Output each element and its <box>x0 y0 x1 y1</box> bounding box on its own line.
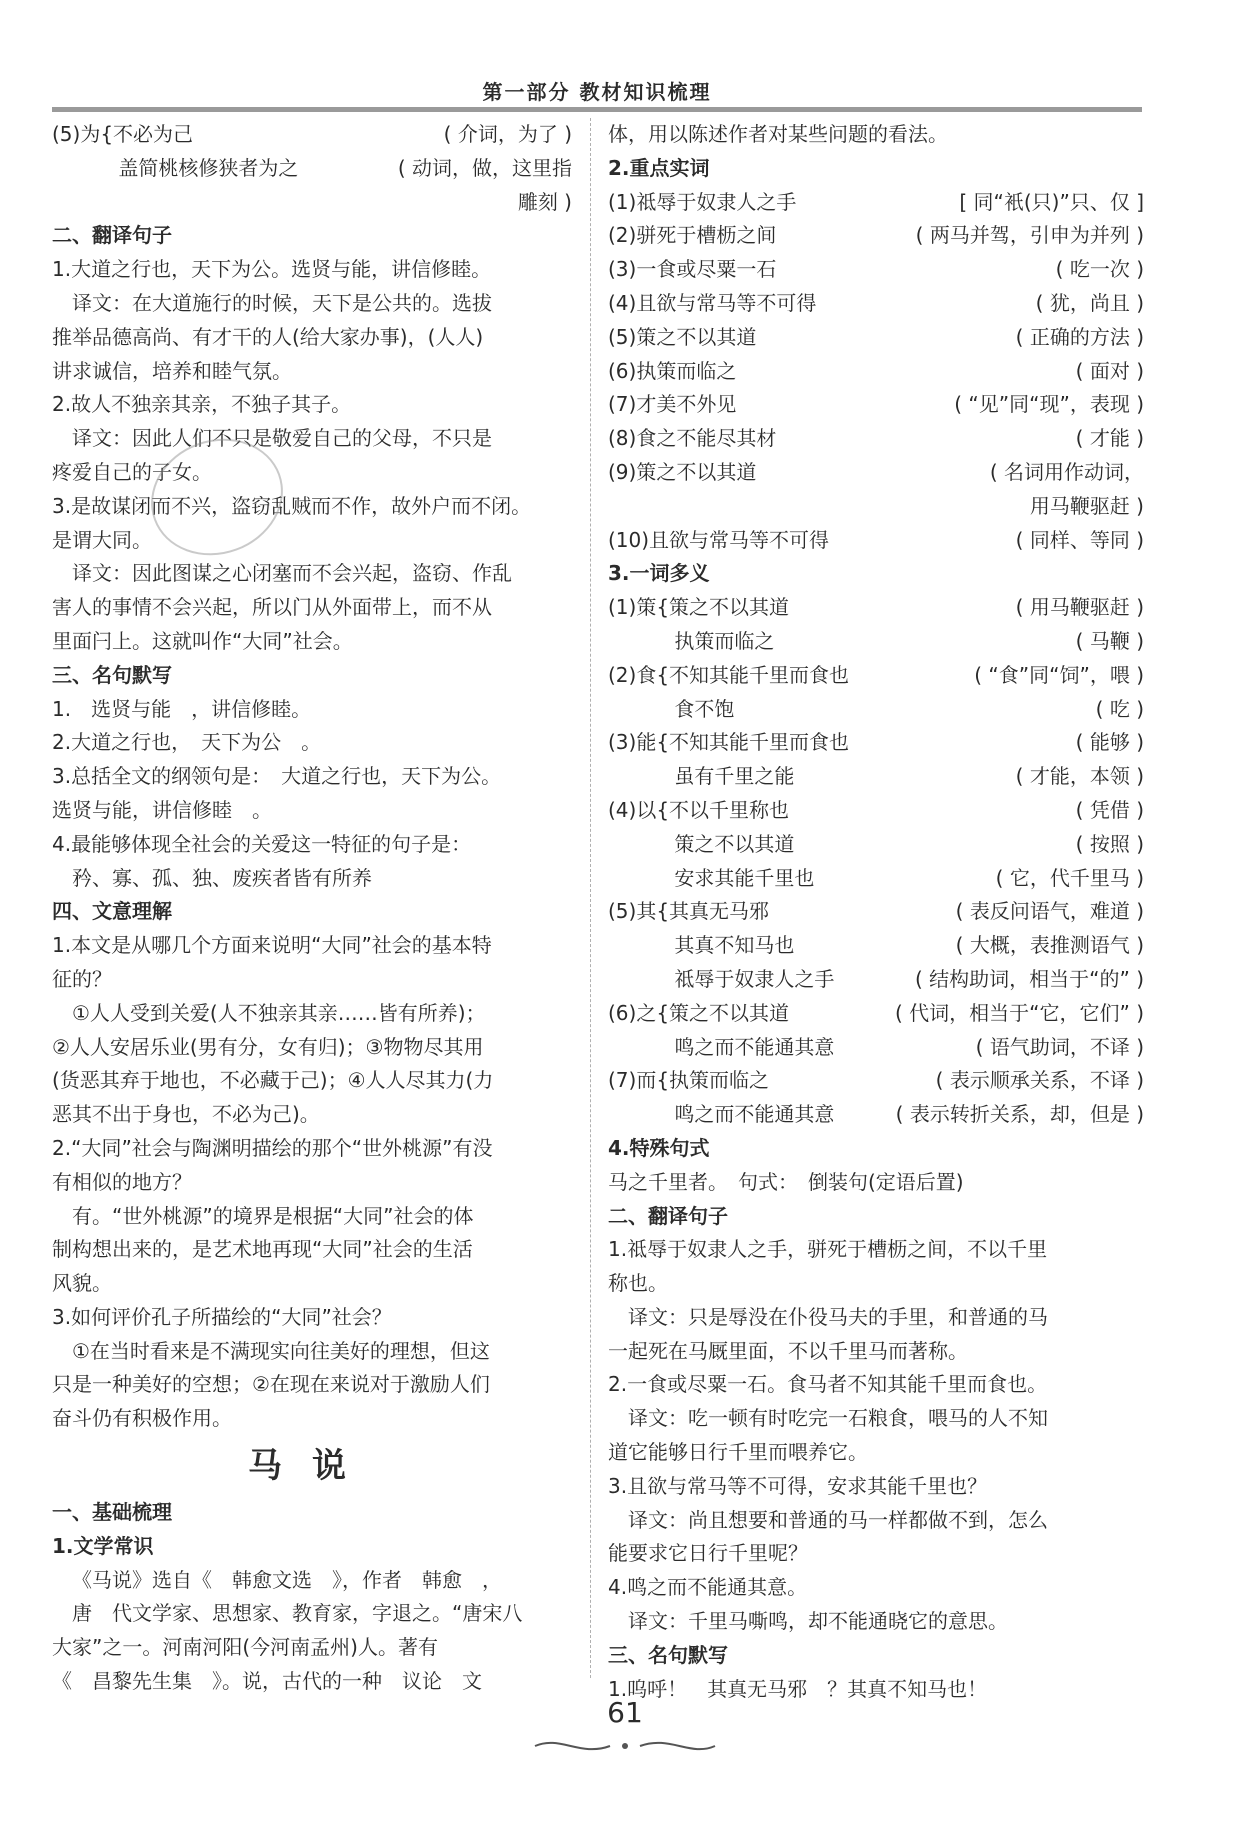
line-text: (2)食{不知其能千里而食也 <box>608 662 850 687</box>
line-text: 疼爱自己的子女。 <box>52 459 212 484</box>
line-text: 矜、寡、孤、独、废疾者皆有所养 <box>72 865 372 890</box>
line-text: (3)能{不知其能千里而食也 <box>608 730 850 755</box>
text-line <box>52 524 572 558</box>
line-text: 2.故人不独亲其亲，不独子其子。 <box>52 392 352 417</box>
line-text: 大家”之一。河南河阳(今河南孟州)人。著有 <box>52 1635 438 1660</box>
text-line <box>52 591 572 625</box>
left-column <box>52 118 572 1699</box>
text-line <box>608 490 1144 524</box>
column-divider <box>590 118 591 1678</box>
section-heading <box>608 1132 1144 1166</box>
line-text: 4.鸣之而不能通其意。 <box>608 1575 808 1600</box>
text-line <box>52 1064 572 1098</box>
answer-note: ( 大概，表推测语气 ) <box>955 933 1144 958</box>
line-text: 1. 选贤与能 ，讲信修睦。 <box>52 696 312 721</box>
answer-note: ( 才能，本领 ) <box>1015 764 1144 789</box>
answer-note: ( 介词，为了 ) <box>443 122 572 146</box>
line-text: 有。“世外桃源”的境界是根据“大同”社会的体 <box>72 1203 474 1228</box>
text-line <box>608 895 1144 929</box>
line-text: ①人人受到关爱(人不独亲其亲……皆有所养)； <box>72 1000 486 1025</box>
section-heading <box>52 1530 572 1564</box>
line-text: 译文：只是辱没在仆役马夫的手里，和普通的马 <box>628 1304 1048 1329</box>
text-line <box>52 388 572 422</box>
text-line <box>52 490 572 524</box>
line-text: 三、名句默写 <box>52 662 172 687</box>
line-text: 译文：在大道施行的时候，天下是公共的。选拔 <box>72 290 492 315</box>
line-text: 3.一词多义 <box>608 561 710 586</box>
line-text: 称也。 <box>608 1271 668 1296</box>
text-line <box>52 828 572 862</box>
text-line <box>52 1031 572 1065</box>
text-line <box>608 862 1144 896</box>
line-text: 只是一种美好的空想；②在现在来说对于激励人们 <box>52 1372 490 1397</box>
answer-note: ( 凭借 ) <box>1075 797 1144 822</box>
section-heading <box>608 1639 1144 1673</box>
line-text: 唐 代文学家、思想家、教育家，字退之。“唐宋八 <box>52 1601 523 1626</box>
line-text: 征的？ <box>52 966 112 991</box>
text-line <box>608 186 1144 220</box>
text-line <box>52 1631 572 1665</box>
answer-note: ( 同样、等同 ) <box>1015 527 1144 552</box>
text-line <box>608 693 1144 727</box>
line-text: (4)以{不以千里称也 <box>608 797 790 822</box>
line-text: 食不饱 <box>608 696 735 721</box>
answer-note: ( 表示转折关系，却，但是 ) <box>895 1102 1144 1127</box>
text-line <box>608 253 1144 287</box>
line-text: 译文：千里马嘶鸣，却不能通晓它的意思。 <box>628 1609 1008 1634</box>
text-line <box>608 963 1144 997</box>
line-text: 执策而临之 <box>608 628 775 653</box>
line-text: (5)策之不以其道 <box>608 324 757 349</box>
text-line <box>608 1571 1144 1605</box>
text-line <box>608 625 1144 659</box>
section-heading <box>608 557 1144 591</box>
line-text: 害人的事情不会兴起，所以门从外面带上，而不从 <box>52 595 492 620</box>
line-text: ②人人安居乐业(男有分，女有归)；③物物尽其用 <box>52 1034 484 1059</box>
text-line <box>52 1098 572 1132</box>
text-line <box>52 287 572 321</box>
line-text: (2)骈死于槽枥之间 <box>608 223 777 248</box>
text-line <box>52 1233 572 1267</box>
line-text: 安求其能千里也 <box>608 865 815 890</box>
line-text: 里面闩上。这就叫作“大同”社会。 <box>52 628 353 653</box>
line-text: 其真不知马也 <box>608 933 795 958</box>
line-text: 2.重点实词 <box>608 155 710 180</box>
line-text: 制构想出来的，是艺术地再现“大同”社会的生活 <box>52 1237 473 1262</box>
line-text: 《马说》选自《 韩愈文选 》，作者 韩愈 ， <box>72 1567 502 1592</box>
line-text: 有相似的地方？ <box>52 1169 192 1194</box>
line-text: 1.呜呼！ 其真无马邪 ？其真不知马也！ <box>608 1676 988 1701</box>
line-text: (货恶其弃于地也，不必藏于己)；④人人尽其力(力 <box>52 1068 494 1093</box>
answer-note: ( 吃一次 ) <box>1055 257 1144 282</box>
line-text: 马之千里者。 句式： 倒装句(定语后置) <box>608 1169 964 1194</box>
line-text: 二、翻译句子 <box>52 223 172 248</box>
text-line <box>52 1132 572 1166</box>
text-line <box>52 1564 572 1598</box>
line-text: 4.最能够体现全社会的关爱这一特征的句子是： <box>52 831 472 856</box>
text-line <box>52 186 572 220</box>
line-text: (5)为{不必为己 <box>52 122 194 146</box>
text-line <box>52 760 572 794</box>
text-line <box>608 1436 1144 1470</box>
text-line <box>608 1504 1144 1538</box>
text-line <box>608 1537 1144 1571</box>
text-line <box>608 828 1144 862</box>
line-text: 4.特殊句式 <box>608 1135 710 1160</box>
section-heading <box>52 895 572 929</box>
line-text: (10)且欲与常马等不可得 <box>608 527 830 552</box>
section-heading <box>52 219 572 253</box>
text-line <box>608 1301 1144 1335</box>
text-line <box>52 1267 572 1301</box>
line-text: 策之不以其道 <box>608 831 795 856</box>
line-text: 虽有千里之能 <box>608 764 795 789</box>
line-text: 二、翻译句子 <box>608 1203 728 1228</box>
text-line <box>52 1665 572 1699</box>
answer-note: ( 用马鞭驱赶 ) <box>1015 595 1144 620</box>
text-line <box>52 456 572 490</box>
text-line <box>52 118 572 152</box>
line-text: 道它能够日行千里而喂养它。 <box>608 1440 868 1465</box>
text-line <box>608 760 1144 794</box>
answer-note: ( 犹，尚且 ) <box>1035 290 1144 315</box>
line-text: 奋斗仍有积极作用。 <box>52 1406 232 1431</box>
text-line <box>608 794 1144 828</box>
section-heading <box>608 1200 1144 1234</box>
line-text: (7)而{执策而临之 <box>608 1068 770 1093</box>
line-text: 选贤与能，讲信修睦 。 <box>52 797 272 822</box>
line-text: (8)食之不能尽其材 <box>608 426 777 451</box>
text-line <box>608 422 1144 456</box>
text-line <box>52 355 572 389</box>
answer-note: ( 表示顺承关系，不译 ) <box>935 1068 1144 1093</box>
line-text: 恶其不出于身也，不必为己)。 <box>52 1102 320 1127</box>
line-text: 一、基础梳理 <box>52 1500 172 1525</box>
answer-note: 用马鞭驱赶 ) <box>1029 493 1144 518</box>
text-line <box>608 1368 1144 1402</box>
text-line <box>52 1301 572 1335</box>
text-line <box>52 1166 572 1200</box>
answer-note: ( 才能 ) <box>1075 426 1144 451</box>
section-heading <box>52 1496 572 1530</box>
text-line <box>608 456 1144 490</box>
header-title: 第一部分 教材知识梳理 <box>482 80 712 104</box>
text-line <box>608 1402 1144 1436</box>
text-line <box>608 355 1144 389</box>
text-line <box>52 1200 572 1234</box>
answer-note: 雕刻 ) <box>517 189 572 214</box>
text-line <box>608 1064 1144 1098</box>
text-line <box>52 997 572 1031</box>
text-line <box>608 219 1144 253</box>
line-text: 1.文学常识 <box>52 1533 154 1558</box>
text-line <box>52 929 572 963</box>
text-line <box>52 1335 572 1369</box>
line-text: 风貌。 <box>52 1271 112 1296</box>
text-line <box>52 963 572 997</box>
text-line <box>52 1368 572 1402</box>
line-text: 1.大道之行也，天下为公。选贤与能，讲信修睦。 <box>52 257 492 282</box>
text-line <box>608 321 1144 355</box>
answer-note: ( “食”同“饲”，喂 ) <box>974 662 1144 687</box>
line-text: 四、文意理解 <box>52 899 172 924</box>
line-text: (3)一食或尽粟一石 <box>608 257 777 282</box>
line-text: 鸣之而不能通其意 <box>608 1034 835 1059</box>
answer-note: ( 按照 ) <box>1075 831 1144 856</box>
text-line <box>52 862 572 896</box>
text-line <box>52 726 572 760</box>
text-line <box>52 1597 572 1631</box>
text-line <box>52 152 572 186</box>
text-line <box>52 557 572 591</box>
answer-note: ( “见”同“现”，表现 ) <box>954 392 1144 417</box>
text-line <box>608 1166 1144 1200</box>
line-text: 1.祗辱于奴隶人之手，骈死于槽枥之间，不以千里 <box>608 1237 1048 1262</box>
text-line <box>52 794 572 828</box>
section-heading <box>608 152 1144 186</box>
line-text: 是谓大同。 <box>52 527 152 552</box>
text-line <box>608 1233 1144 1267</box>
line-text: 3.是故谋闭而不兴，盗窃乱贼而不作，故外户而不闭。 <box>52 493 532 518</box>
line-text: 3.如何评价孔子所描绘的“大同”社会？ <box>52 1304 392 1329</box>
line-text: 2.大道之行也， 天下为公 。 <box>52 730 322 755</box>
text-line <box>608 287 1144 321</box>
line-text: (9)策之不以其道 <box>608 459 757 484</box>
line-text: 鸣之而不能通其意 <box>608 1102 835 1127</box>
page-number: 61 <box>607 1696 643 1729</box>
section-heading <box>52 659 572 693</box>
answer-note: ( 能够 ) <box>1075 730 1144 755</box>
text-line <box>608 1335 1144 1369</box>
text-line <box>608 524 1144 558</box>
line-text: 译文：吃一顿有时吃完一石粮食，喂马的人不知 <box>628 1406 1048 1431</box>
line-text: (4)且欲与常马等不可得 <box>608 290 817 315</box>
answer-note: ( 代词，相当于“它，它们” ) <box>894 1000 1144 1025</box>
answer-note: ( 正确的方法 ) <box>1015 324 1144 349</box>
line-text: 讲求诚信，培养和睦气氛。 <box>52 358 292 383</box>
line-text: 3.总括全文的纲领句是： 大道之行也，天下为公。 <box>52 764 502 789</box>
line-text: 译文：因此人们不只是敬爱自己的父母，不只是 <box>72 426 492 451</box>
page-header <box>52 76 1142 116</box>
line-text: 2.一食或尽粟一石。食马者不知其能千里而食也。 <box>608 1372 1048 1397</box>
line-text: (1)祗辱于奴隶人之手 <box>608 189 797 214</box>
answer-note: ( 面对 ) <box>1075 358 1144 383</box>
footer-ornament <box>530 1735 720 1757</box>
answer-note: ( 吃 ) <box>1095 696 1144 721</box>
text-line <box>608 929 1144 963</box>
line-text: 一起死在马厩里面，不以千里马而著称。 <box>608 1338 968 1363</box>
answer-note: ( 两马并驾，引申为并列 ) <box>915 223 1144 248</box>
line-text: 三、名句默写 <box>608 1642 728 1667</box>
header-rule <box>52 107 1142 112</box>
line-text: 《 昌黎先生集 》。说，古代的一种 议论 文 <box>52 1669 482 1694</box>
text-line <box>608 1031 1144 1065</box>
text-line <box>608 726 1144 760</box>
text-line <box>52 253 572 287</box>
line-text: 祗辱于奴隶人之手 <box>608 966 835 991</box>
answer-note: [ 同“衹(只)”只、仅 ] <box>959 189 1144 214</box>
line-text: 体，用以陈述作者对某些问题的看法。 <box>608 122 948 146</box>
answer-note: ( 名词用作动词， <box>989 459 1144 484</box>
text-line <box>608 118 1144 152</box>
line-text: (7)才美不外见 <box>608 392 737 417</box>
line-text: 译文：因此图谋之心闭塞而不会兴起，盗窃、作乱 <box>72 561 512 586</box>
line-text: 2.“大同”社会与陶渊明描绘的那个“世外桃源”有没 <box>52 1135 493 1160</box>
line-text: 1.本文是从哪几个方面来说明“大同”社会的基本特 <box>52 933 492 958</box>
text-line <box>52 422 572 456</box>
text-line <box>608 659 1144 693</box>
text-line <box>608 1267 1144 1301</box>
text-line <box>608 591 1144 625</box>
line-text: 推举品德高尚、有才干的人(给大家办事)，(人人) <box>52 324 484 349</box>
answer-note: ( 表反问语气，难道 ) <box>955 899 1144 924</box>
line-text: 3.且欲与常马等不可得，安求其能千里也？ <box>608 1473 988 1498</box>
text-line <box>608 388 1144 422</box>
text-line <box>608 997 1144 1031</box>
line-text: 译文：尚且想要和普通的马一样都做不到，怎么 <box>628 1507 1048 1532</box>
text-line <box>52 321 572 355</box>
line-text: (1)策{策之不以其道 <box>608 595 790 620</box>
text-line <box>608 1605 1144 1639</box>
answer-note: ( 结构助词，相当于“的” ) <box>914 966 1144 991</box>
line-text: 盖简桃核修狭者为之 <box>52 155 299 180</box>
text-line <box>52 693 572 727</box>
answer-note: ( 马鞭 ) <box>1075 628 1144 653</box>
right-column <box>608 118 1144 1706</box>
text-line <box>608 1470 1144 1504</box>
lesson-title: 马说 <box>248 1446 376 1487</box>
answer-note: ( 语气助词，不译 ) <box>975 1034 1144 1059</box>
text-line <box>52 1402 572 1436</box>
line-text: ①在当时看来是不满现实向往美好的理想，但这 <box>72 1338 490 1363</box>
line-text: 能要求它日行千里呢？ <box>608 1541 808 1566</box>
line-text: (6)执策而临之 <box>608 358 737 383</box>
line-text: (5)其{其真无马邪 <box>608 899 770 924</box>
answer-note: ( 它，代千里马 ) <box>995 865 1144 890</box>
answer-note: ( 动词，做，这里指 <box>397 155 572 180</box>
line-text: (6)之{策之不以其道 <box>608 1000 790 1025</box>
text-line <box>52 625 572 659</box>
text-line <box>608 1098 1144 1132</box>
